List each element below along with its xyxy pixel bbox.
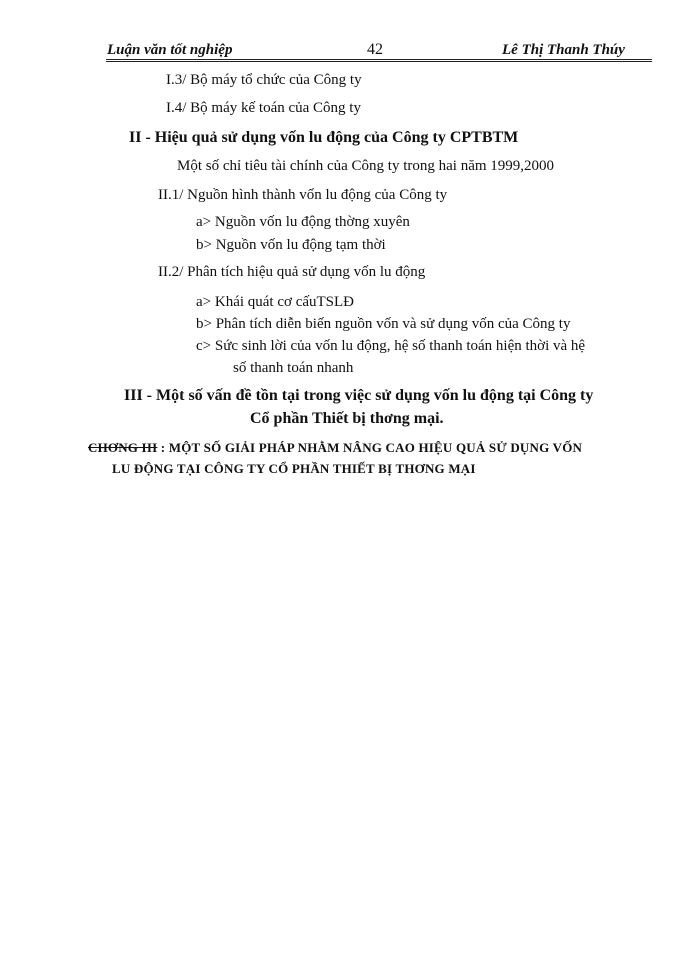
toc-section-ii-intro: Một số chỉ tiêu tài chính của Công ty trong hai năm 1999,2000 [177,158,555,174]
toc-item-ii2-c-line2: số thanh toán nhanh [233,360,354,376]
chapter-title-line2: LU ĐỘNG TẠI CÔNG TY CỔ PHẦN THIẾT BỊ THƠNG MẠI [112,461,476,476]
chapter-title-line1: : MỘT SỐ GIẢI PHÁP NHẰM NÂNG CAO HIỆU QUẢ SỬ DỤNG VỐN [157,440,583,455]
chapter-heading-line1 [88,440,582,456]
toc-section-iii-line2: Cổ phần Thiết bị thơng mại. [250,410,444,427]
header-rule-bottom [106,61,652,62]
header-left-title: Luận văn tốt nghiệp [107,42,233,58]
toc-item-ii2-c-line1: c> Sức sinh lời của vốn lu động, hệ số thanh toán hiện thời và hệ [196,338,586,354]
toc-item-i4: I.4/ Bộ máy kế toán của Công ty [166,100,361,116]
header-right-author: Lê Thị Thanh Thúy [502,42,625,58]
toc-item-i3: I.3/ Bộ máy tổ chức của Công ty [166,72,362,88]
header-rule-top [106,59,652,60]
toc-section-iii-line1: III - Một số vấn đề tồn tại trong việc sử dụng vốn lu động tại Công ty [124,387,594,404]
toc-item-ii1: II.1/ Nguồn hình thành vốn lu động của Công ty [158,187,448,203]
toc-item-ii2-b: b> Phân tích diễn biến nguồn vốn và sử dụng vốn của Công ty [196,316,571,332]
page-number: 42 [367,41,383,58]
toc-item-ii2: II.2/ Phân tích hiệu quả sử dụng vốn lu động [158,264,426,280]
toc-section-ii-title: II - Hiệu quả sử dụng vốn lu động của Công ty CPTBTM [129,129,519,146]
toc-item-ii1-a: a> Nguồn vốn lu động thờng xuyên [196,214,410,230]
chapter-label: CHƠNG III [88,440,158,455]
toc-item-ii1-b: b> Nguồn vốn lu động tạm thời [196,237,386,253]
toc-item-ii2-a: a> Khái quát cơ cấuTSLĐ [196,294,355,310]
